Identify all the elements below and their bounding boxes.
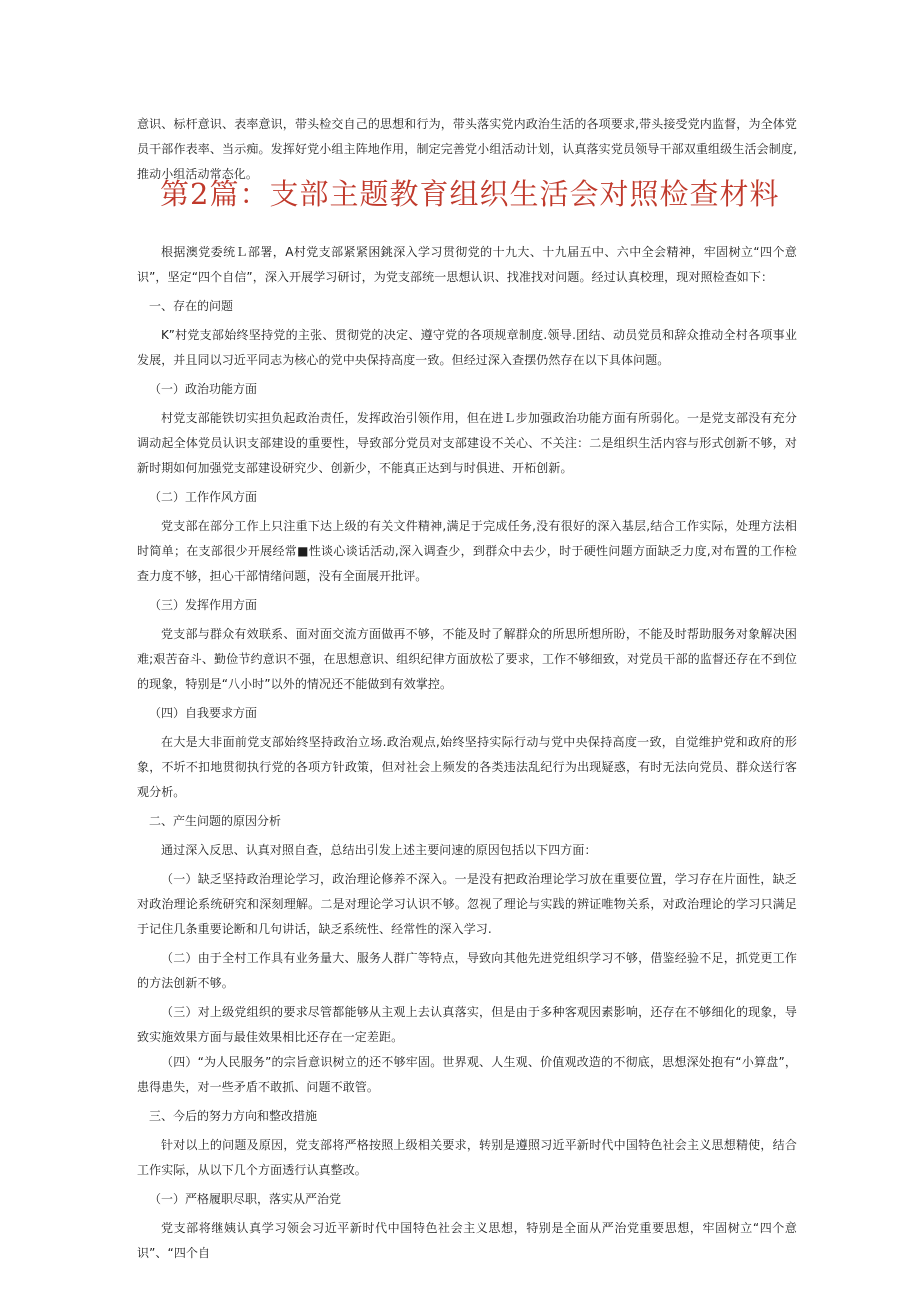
subsection-1-4-paragraph: 在大是大非面前党支部始终坚持政治立场.政治观点,始终坚持实际行动与党中央保持高度一致，自觉维护党和政府的形象，不圻不扣地贯彻执行党的各项方针政策，但对社会上频发的各类违法乱纪行为出现疑惑，有时无法向党员、群众送行客观分析。: [137, 735, 797, 799]
opening-paragraph: 根据澳党委统Ｌ部署，A村党支部紧紧困銚深入学习贯彻党的十九大、十九届五中、六中全会精神，牢固树立“四个意识”，坚定“四个自信”，深入开展学习研讨，为党支部统一思想认识、找准找对问题。经过认真校理，现对照检查如下：: [137, 245, 797, 284]
subsection-1-3-paragraph: 党支部与群众有效联系、面对面交流方面做再不够，不能及时了解群众的所思所想所盼，不能及时帮助服务对象解决困难;艰苦奋斗、勤俭节约意识不强，在思想意识、组织纪律方面放松了要求，工作不够细致，对党员干部的监督还存在不到位的现象，特别是“八小时”以外的情况还不能做到有效掌控。: [137, 627, 797, 691]
subsection-1-2-paragraph: 党支部在部分工作上只注重下达上级的有关文件精神,满足于完成任务,没有很好的深入基层,结合工作实际，处理方法相时简单；在支部很少开展经常■性谈心谈话活动,深入调查少，到群众中去少，时于硬性问题方面缺乏力度,对布置的工作检查力度不够，担心干部情绪问题，没有全面展开批评。: [137, 519, 797, 583]
measure-1-heading: （一）严格履职尽职，落实从严治党: [149, 1192, 342, 1206]
cause-2-paragraph: （二）由于全村工作具有业务量大、服务人群广等特点，导致向其他先进党组织学习不够，借鉴经验不足，抓党更工作的方法创新不够。: [137, 951, 797, 990]
subsection-1-1-heading: （一）政治功能方面: [149, 382, 258, 396]
section-1-heading: 一、存在的问题: [149, 299, 234, 313]
intro-paragraph: 意识、标杆意识、表率意识，带头检交自己的思想和行为，带头落实党内政治生活的各项要求,带头接受党内监督，为全体党员干部作表率、当示痴。发挥好党小组主阵地作用，制定完善党小组活动计划，认真落实党员领导干部双重组级生活会制度,推动小组活动常态化。: [137, 117, 797, 181]
subsection-1-4-heading: （四）自我要求方面: [149, 706, 258, 720]
subsection-1-2-heading: （二）工作作风方面: [149, 490, 258, 504]
section-3-intro: 针对以上的问题及原因，党支部将严格按照上级相关要求，转别是遵照习近平新时代中国特色社会主义思想精使，结合工作实际，从以下几个方面透行认真整改。: [137, 1138, 797, 1177]
section-2-heading: 二、产生问题的原因分析: [149, 814, 282, 828]
section-3-heading: 三、今后的努力方向和整改措施: [149, 1109, 318, 1123]
section-1-intro: K”村党支部始终坚持党的主张、贯彻党的决定、遵守党的各项规章制度.领导.团结、动员党员和辞众推动全村各项事业发展，并且同以习近平同志为核心的党中央保持高度一致。但经过深入查摆仍然存在以下具体问题。: [137, 328, 797, 367]
subsection-1-1-paragraph: 村党支部能铁切实担负起政治责任，发挥政治引领作用，但在进Ｌ步加强政治功能方面有所弱化。一是党支部没有充分调动起全体党员认识支部建设的重要性，导致部分党员对支部建设不关心、不关注：二是组织生活内容与形式创新不够，对新时期如何加强党支部建设研究少、创新少，不能真正达到与时俱进、开柘创新。: [137, 411, 797, 475]
cause-4-paragraph: （四）“为人民服务”的宗旨意识树立的还不够牢固。世界观、人生观、价值观改造的不彻底，思想深处抱有“小算盘”，患得患失，对一些矛盾不敢抓、问题不敢管。: [137, 1055, 797, 1094]
measure-1-paragraph: 党支部将继姨认真学习领会习近平新时代中国特色社会主义思想，特别是全面从严治党重要思想，牢固树立“四个意识”、“四个自: [137, 1221, 797, 1260]
cause-3-paragraph: （三）对上级党组织的要求尽管都能够从主观上去认真落实，但是由于多种客观因素影响，还存在不够细化的现象，导致实施效果方面与最佳效果相比还存在一定差距。: [137, 1005, 797, 1044]
document-title: 第2篇：支部主题教育组织生活会对照检查材料: [160, 177, 780, 211]
subsection-1-3-heading: （三）发挥作用方面: [149, 598, 258, 612]
section-2-intro: 通过深入反思、认真对照自查，总结出引发上述主要问速的原因包括以下四方面：: [161, 843, 597, 857]
document-body: [137, 240, 797, 1266]
cause-1-paragraph: （一）缺乏坚持政治理论学习，政治理论修养不深入。一是没有把政治理论学习放在重要位置，学习存在片面性，缺乏对政治理论系统研究和深刻理解。二是对理论学习认识不够。忽视了理论与实践的辨证唯物关系，对政治理论的学习只满足于记住几条重要论断和几句讲话，缺乏系统性、经常性的深入学习.: [137, 872, 797, 936]
